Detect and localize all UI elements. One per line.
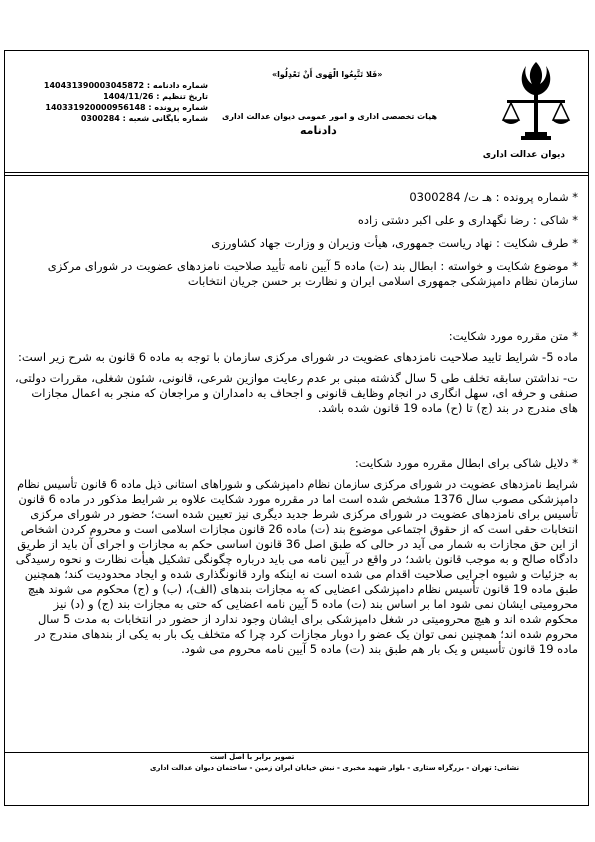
case-number: * شماره پرونده : هـ ت/ 0300284 [409,190,578,204]
document-meta [28,80,208,124]
header-divider [4,172,589,173]
header-divider-double [4,175,589,176]
text-line: دادگاه صالح و به موجب قانون باشد؛ در واقع در آیین نامه می باید درباره چگونگی تشکیل هیأت نظارت و نحوه رسیدگی [15,552,578,566]
plaintiff: * شاکی : رضا نگهداری و علی اکبر دشتی زاده [357,213,578,227]
quran-verse: «فَلا تَتَّبِعُوا الْهَوى أَنْ تَعْدِلُوا» [272,70,383,79]
court-address: نشانی: تهران - بزرگراه ستاری - بلوار شهید مخبری - نبش خیابان ایران زمین - ساختمان دیوان عدالت اداری [150,764,520,772]
text-line: محروم شده اند؛ همچنین نمی توان یک عضو را دوبار مجازات کرد چرا که متخلف یک بار به یکی از بندهای مندرج در [34,627,578,641]
text-line: طبق ماده 19 قانون تأسیس نظام دامپزشکی اعضایی که به مجازات بندهای (الف)، (ب) و (ج) محکوم می شوند هیچ [27,582,578,596]
text-line: های مندرج در بند (ج) تا (ح) ماده 19 قانون شده باشد. [317,401,578,415]
text-line: ت- نداشتن سابقه تخلف طی 5 سال گذشته مبنی بر عدم رعایت موازین شرعی، قانونی، شئون شغلی، مقررات دولتی، [15,371,578,385]
certified-copy-note: تصویر برابر با اصل است [210,753,295,761]
text-line: ماده 19 قانون تأسیس و یک بار هم طبق بند (ت) ماده 5 آیین نامه محروم می شود. [181,642,578,656]
reasons-heading: * دلایل شاکی برای ابطال مقرره مورد شکایت: [354,456,578,470]
regulation-heading: * متن مقرره مورد شکایت: [448,329,578,343]
text-line: ماده 5- شرایط تایید صلاحیت نامزدهای عضویت در شورای مرکزی سازمان با توجه به ماده 6 قانون به شرح زیر است: [18,350,578,364]
text-line: سازمان نظام دامپزشکی جمهوری اسلامی ایران و نظارت بر حسن جریان انتخابات [187,274,578,288]
case-file-number: شماره پرونده : 140331920000956148 [45,103,208,112]
defendant: * طرف شکایت : نهاد ریاست جمهوری، هیأت وزیران و وزارت جهاد کشاورزی [211,236,578,250]
text-line: به جزئیات و شیوه اجرایی صلاحیت اقدام می شده است نه اینکه وارد قانونگذاری شده و ایجاد محدودیت کند؛ همچنین [24,567,578,581]
text-line: شرایط نامزدهای عضویت در شورای مرکزی سازمان نظام دامپزشکی و شوراهای استانی ذیل ماده 6 قانون تأسیس نظام [17,478,578,491]
iran-emblem-scales-icon [501,60,571,142]
text-line: تأسیس برای نامزدهای عضویت در شورای مرکزی شرط جدید دیگری نیز تعیین شده است؛ حضور در شورای مرکزی [30,507,578,521]
document-title: دادنامه [300,124,337,137]
document-body [14,190,578,657]
regulation-text [14,350,578,416]
subject [14,259,578,289]
court-name: دیوان عدالت اداری [482,150,565,160]
reasons-text [14,477,578,657]
branch-archive-number: شماره بایگانی شعبه : 0300284 [80,114,208,123]
text-line: محرومیتی ایشان نمی شود اما بر اساس بند (ت) ماده 5 آیین نامه اعضایی که حتی به مجازات بند (ج) و (د) نیز [53,597,578,611]
text-line: انتخابات حقی است که از حقوق اجتماعی موضوع بند (ت) ماده 26 قانون مجازات اسلامی است و محروم کردن اشخاص [20,523,578,536]
text-line: محکوم شده اند و هیچ محرومیتی در شغل دامپزشکی برای ایشان وجود ندارد از حضور در انتخابات به مدت 5 سال [37,612,578,626]
board-name: هیات تخصصی اداری و امور عمومی دیوان عدالت اداری [222,112,437,121]
text-line: دامپزشکی مصوب سال 1376 مشخص شده است اما در مقرره مورد شکایت علاوه بر شرایط مذکور در ماده 6 قانون [18,492,578,506]
text-line: از این حق مجازات به شمار می آید در حالی که طبق اصل 36 قانون اساسی حکم به مجازات و اجرای آن باید از طریق [17,537,578,551]
text-line: * موضوع شکایت و خواسته : ابطال بند (ت) ماده 5 آیین نامه تأیید صلاحیت نامزدهای عضویت در شورای مرکزی [47,259,578,273]
footer-divider [4,752,589,753]
ruling-number: شماره دادنامه : 140431390003045872 [43,81,208,90]
text-line: صنفی و حرفه ای، سهل انگاری در انجام وظایف قانونی و اجحاف به دامداران و مراجعان که منجر به اعمال مجازات [31,386,578,400]
issue-date: تاریخ تنظیم : 1404/11/26 [103,92,208,101]
